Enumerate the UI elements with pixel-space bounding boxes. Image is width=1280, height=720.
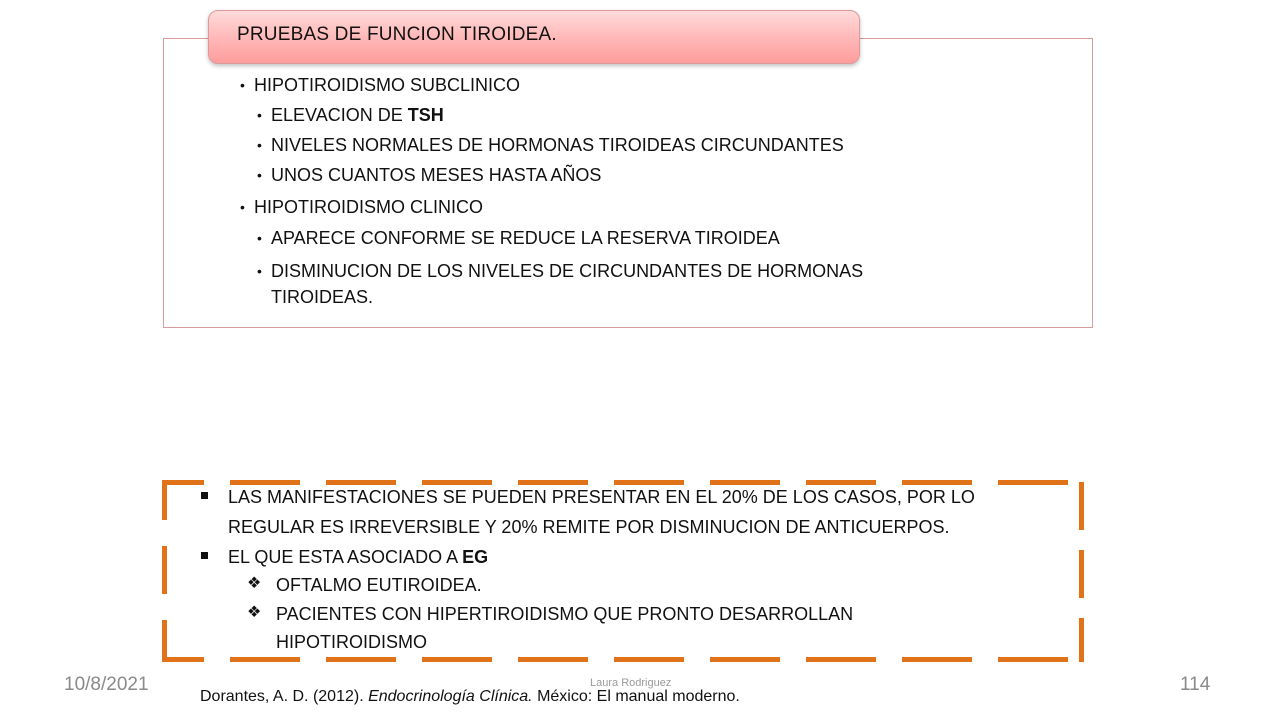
list-item-text: EL QUE ESTA ASOCIADO A [228,547,463,567]
dash-segment [902,480,972,485]
bullet-dot: • [257,230,262,246]
bullet-dot: • [240,77,245,93]
diamond-bullet-icon: ❖ [247,604,262,621]
list-item: NIVELES NORMALES DE HORMONAS TIROIDEAS CIRCUNDANTES [271,135,844,155]
list-item-continuation: TIROIDEAS. [271,287,374,307]
square-bullet-icon [201,492,208,499]
dash-segment [614,657,684,662]
footer-author: Laura Rodriguez [590,677,672,689]
square-bullet-icon [201,552,208,559]
dash-segment [1079,482,1084,530]
dash-segment [902,657,972,662]
dash-segment [162,480,204,485]
bullet-dot: • [257,263,262,279]
dash-segment [998,480,1068,485]
list-item: PACIENTES CON HIPERTIROIDISMO QUE PRONTO DESARROLLAN [276,604,854,624]
list-item-bold: TSH [407,105,444,125]
dash-segment [162,546,167,594]
dash-segment [422,480,492,485]
dash-segment [614,480,684,485]
dash-segment [806,480,876,485]
list-item-text: ELEVACION DE [271,105,408,125]
list-item [271,104,444,126]
dash-segment [162,620,167,662]
citation [200,688,740,706]
dash-segment [162,657,204,662]
dash-segment [230,657,300,662]
list-item: HIPOTIROIDISMO CLINICO [254,197,484,217]
dash-segment [162,480,167,520]
list-item: APARECE CONFORME SE REDUCE LA RESERVA TIROIDEA [271,228,780,248]
slide-title: PRUEBAS DE FUNCION TIROIDEA. [237,24,557,45]
list-item-continuation: REGULAR ES IRREVERSIBLE Y 20% REMITE POR DISMINUCION DE ANTICUERPOS. [228,517,950,537]
footer-date: 10/8/2021 [64,674,149,695]
dash-segment [326,480,396,485]
dash-segment [806,657,876,662]
dash-segment [998,657,1068,662]
dash-segment [326,657,396,662]
citation-text: Dorantes, A. D. (2012). [200,688,369,705]
list-item: UNOS CUANTOS MESES HASTA AÑOS [271,165,602,185]
dash-segment [422,657,492,662]
dash-segment [710,480,780,485]
dash-segment [518,657,588,662]
dash-segment [518,480,588,485]
list-item-bold: EG [462,547,489,567]
citation-title: Endocrinología Clínica. [368,688,533,705]
list-item [228,546,488,568]
list-item: HIPOTIROIDISMO SUBCLINICO [254,75,521,95]
bullet-dot: • [257,107,262,123]
list-item: LAS MANIFESTACIONES SE PUEDEN PRESENTAR EN EL 20% DE LOS CASOS, POR LO [228,487,975,507]
dash-segment [1079,550,1084,598]
dash-segment [710,657,780,662]
bullet-dot: • [240,199,245,215]
list-item-continuation: HIPOTIROIDISMO [276,632,428,652]
slide-number: 114 [1180,674,1211,695]
bullet-dot: • [257,167,262,183]
dash-segment [1079,618,1084,662]
title-banner [208,10,860,64]
list-item: DISMINUCION DE LOS NIVELES DE CIRCUNDANTES DE HORMONAS [271,261,864,281]
dash-segment [230,480,300,485]
diamond-bullet-icon: ❖ [247,575,262,592]
list-item: OFTALMO EUTIROIDEA. [276,575,482,595]
citation-publisher: México: El manual moderno. [532,688,740,705]
bullet-dot: • [257,137,262,153]
